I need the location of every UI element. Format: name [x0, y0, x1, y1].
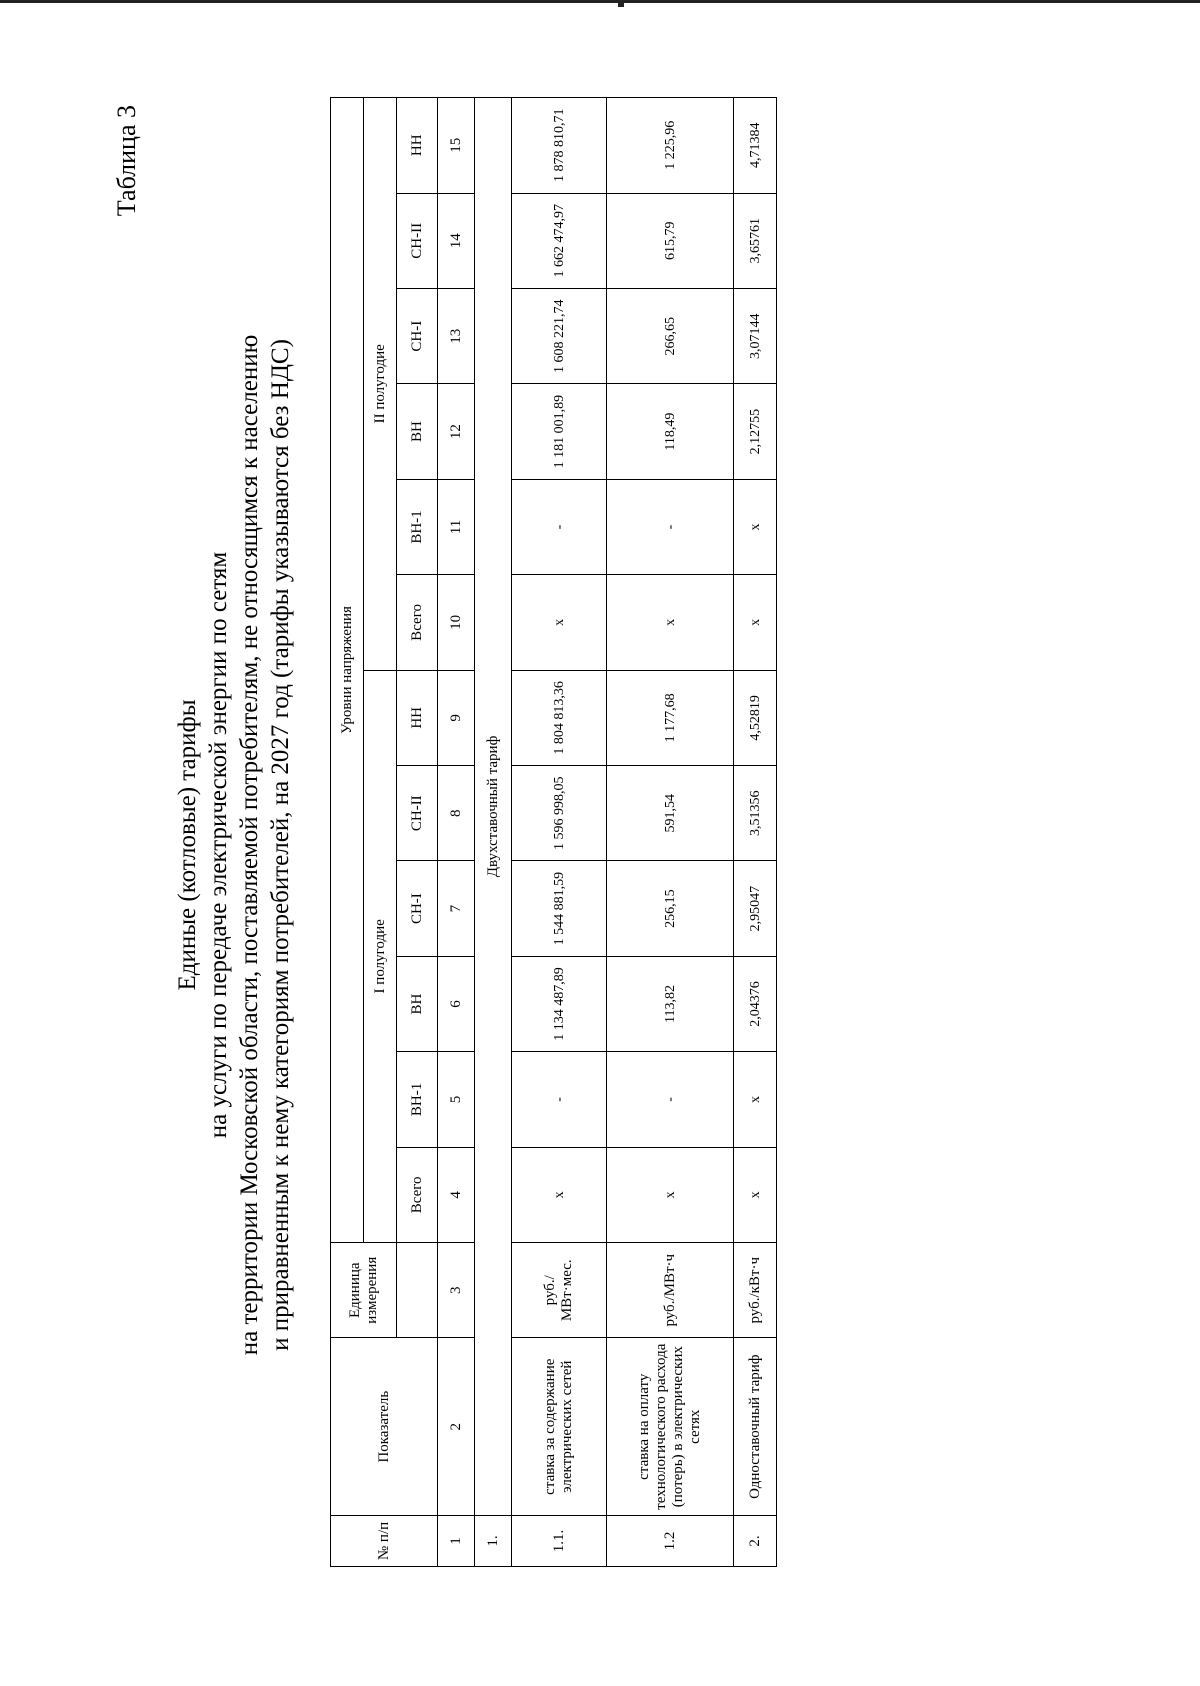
row-section-title: Двухставочный тариф: [475, 98, 512, 1516]
row-num: 1.2: [607, 1515, 734, 1566]
row-num: 2.: [734, 1515, 777, 1566]
title-line: на услуги по передаче электрической энергии по сетям: [205, 551, 232, 1139]
value-cell: x: [734, 479, 777, 574]
header-level: ВН-1: [397, 1052, 438, 1147]
value-cell: x: [512, 1147, 607, 1242]
value-cell: 1 181 001,89: [512, 384, 607, 479]
header-half-1: I полугодие: [364, 670, 397, 1242]
table-row: [475, 98, 512, 1567]
value-cell: 3,07144: [734, 288, 777, 383]
title-line: и приравненным к нему категориям потребителей, на 2027 год (тарифы указываются без НДС): [267, 339, 294, 1351]
value-cell: 3,65761: [734, 193, 777, 288]
row-unit: руб./кВт·ч: [734, 1243, 777, 1338]
value-cell: x: [734, 575, 777, 670]
header-level: ВН: [397, 384, 438, 479]
index-cell: 7: [438, 861, 475, 956]
title-line: Единые (котловые) тарифы: [174, 699, 201, 991]
header-num: № п/п: [331, 1515, 438, 1566]
value-cell: x: [734, 1147, 777, 1242]
value-cell: 4,71384: [734, 98, 777, 194]
header-level: Всего: [397, 575, 438, 670]
value-cell: 615,79: [607, 193, 734, 288]
header-voltage-levels: Уровни напряжения: [331, 98, 364, 1243]
header-level: СН-I: [397, 288, 438, 383]
row-num: 1.: [475, 1515, 512, 1566]
header-level: СН-II: [397, 193, 438, 288]
value-cell: 591,54: [607, 766, 734, 861]
value-cell: 1 177,68: [607, 670, 734, 765]
value-cell: 1 225,96: [607, 98, 734, 194]
value-cell: 1 662 474,97: [512, 193, 607, 288]
index-cell: 11: [438, 479, 475, 574]
index-cell: 14: [438, 193, 475, 288]
header-level: ВН-1: [397, 479, 438, 574]
scan-border-mark: [618, 0, 624, 7]
index-cell: 12: [438, 384, 475, 479]
table-row: [512, 98, 607, 1567]
table-label: Таблица 3: [112, 105, 141, 217]
value-cell: -: [512, 479, 607, 574]
value-cell: 1 878 810,71: [512, 98, 607, 194]
scan-border-line: [0, 0, 1200, 3]
header-half-2: II полугодие: [364, 98, 397, 671]
value-cell: x: [512, 575, 607, 670]
value-cell: 1 804 813,36: [512, 670, 607, 765]
index-cell: 15: [438, 98, 475, 194]
tariffs-table: [330, 97, 777, 1567]
header-unit: Единица измерения: [331, 1243, 397, 1338]
index-cell: 13: [438, 288, 475, 383]
header-level: СН-I: [397, 861, 438, 956]
header-level: ВН: [397, 956, 438, 1051]
document-title: [172, 65, 296, 1625]
header-level: НН: [397, 98, 438, 194]
header-indicator: Показатель: [331, 1338, 438, 1516]
value-cell: x: [734, 1052, 777, 1147]
index-cell: 6: [438, 956, 475, 1051]
index-cell: 10: [438, 575, 475, 670]
row-indicator: Одноставочный тариф: [734, 1338, 777, 1516]
value-cell: -: [607, 479, 734, 574]
value-cell: -: [512, 1052, 607, 1147]
value-cell: -: [607, 1052, 734, 1147]
row-unit: руб./МВт·мес.: [512, 1243, 607, 1338]
value-cell: 118,49: [607, 384, 734, 479]
index-cell: 4: [438, 1147, 475, 1242]
value-cell: 4,52819: [734, 670, 777, 765]
title-line: на территории Московской области, поставляемой потребителям, не относящимся к населению: [236, 334, 263, 1356]
value-cell: 1 544 881,59: [512, 861, 607, 956]
row-indicator: ставка за содержание электрических сетей: [512, 1338, 607, 1516]
row-indicator: ставка на оплату технологического расхода (потерь) в электрических сетях: [607, 1338, 734, 1516]
value-cell: 266,65: [607, 288, 734, 383]
value-cell: 3,51356: [734, 766, 777, 861]
table-row: [607, 98, 734, 1567]
value-cell: 1 596 998,05: [512, 766, 607, 861]
value-cell: 2,12755: [734, 384, 777, 479]
value-cell: 1 608 221,74: [512, 288, 607, 383]
row-num: 1.1.: [512, 1515, 607, 1566]
table-row: [734, 98, 777, 1567]
header-unit-blank: [397, 1243, 438, 1338]
value-cell: x: [607, 575, 734, 670]
rotated-document-sheet: [70, 65, 1070, 1625]
index-cell: 5: [438, 1052, 475, 1147]
index-cell: 2: [438, 1338, 475, 1516]
index-cell: 1: [438, 1515, 475, 1566]
value-cell: 113,82: [607, 956, 734, 1051]
header-level: Всего: [397, 1147, 438, 1242]
row-unit: руб./МВт·ч: [607, 1243, 734, 1338]
index-cell: 9: [438, 670, 475, 765]
index-cell: 3: [438, 1243, 475, 1338]
value-cell: 2,95047: [734, 861, 777, 956]
value-cell: 2,04376: [734, 956, 777, 1051]
index-cell: 8: [438, 766, 475, 861]
value-cell: 1 134 487,89: [512, 956, 607, 1051]
header-level: СН-II: [397, 766, 438, 861]
header-level: НН: [397, 670, 438, 765]
value-cell: x: [607, 1147, 734, 1242]
value-cell: 256,15: [607, 861, 734, 956]
